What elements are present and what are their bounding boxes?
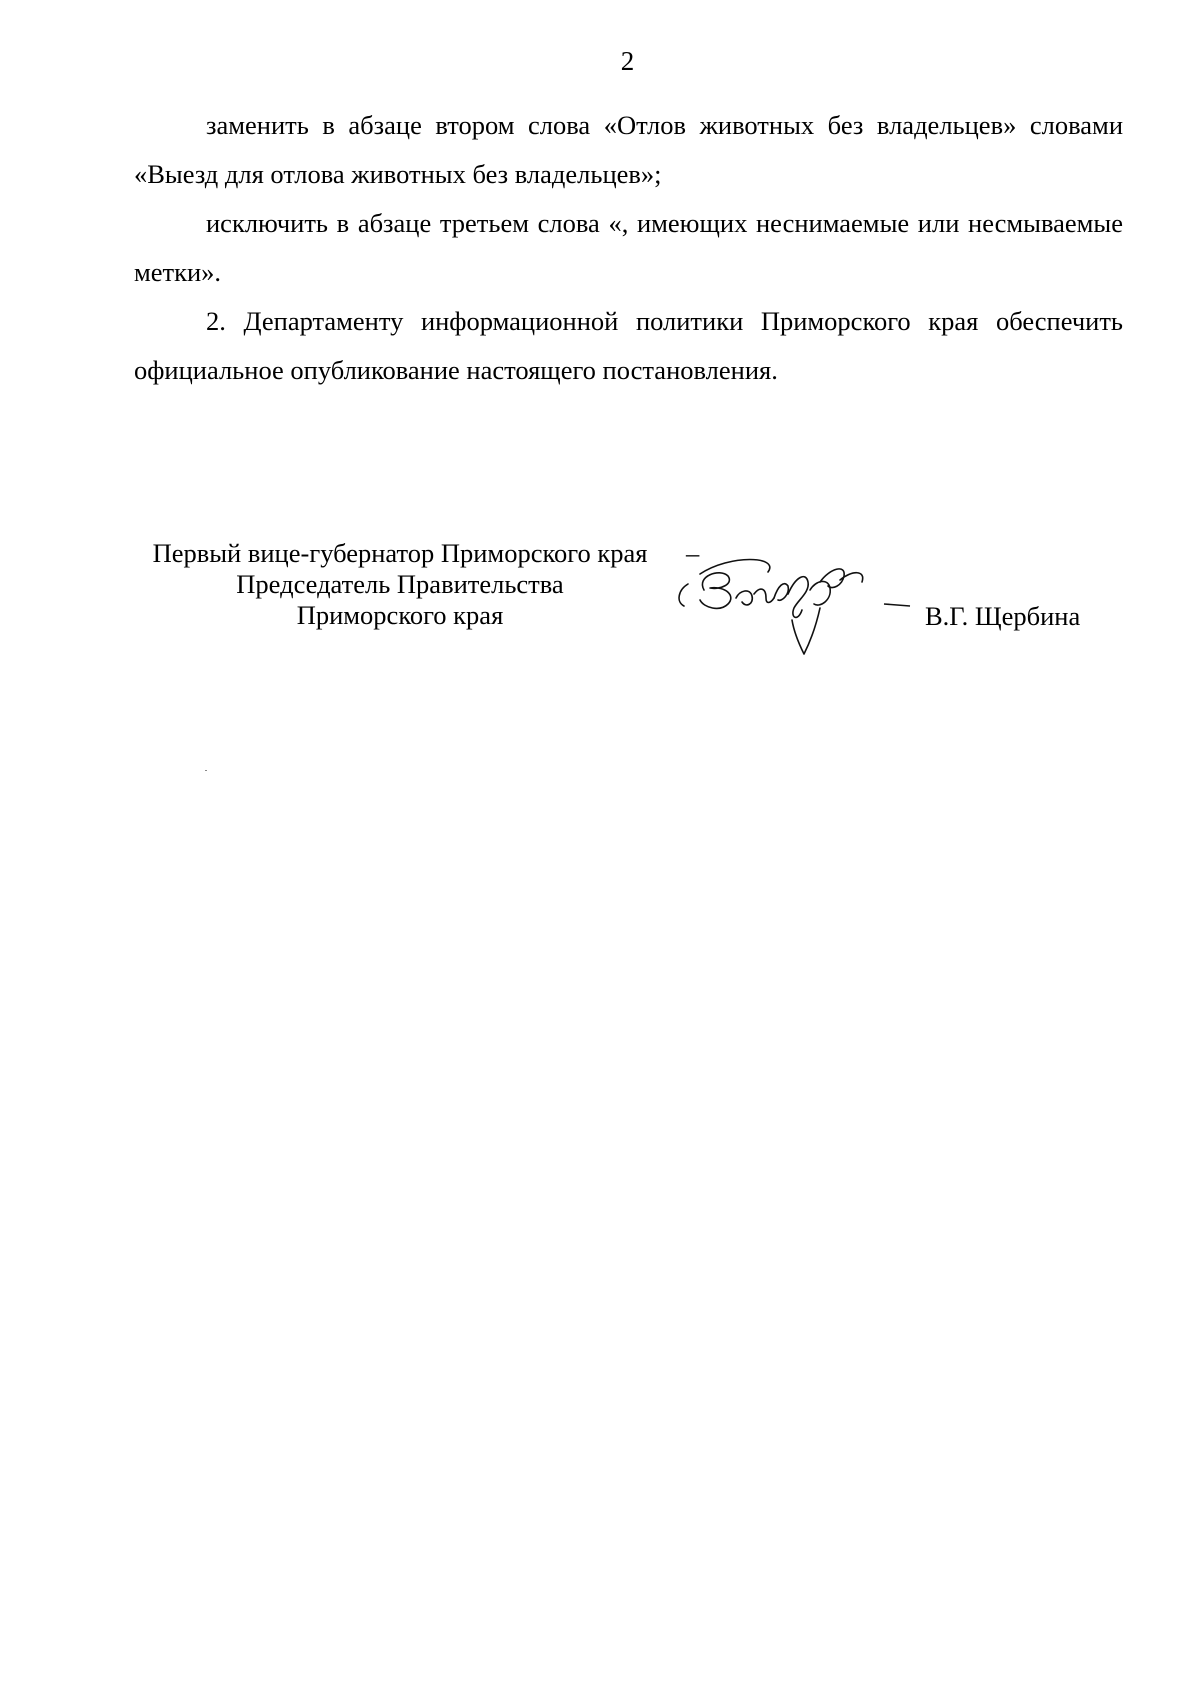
- paragraph-replace-words: заменить в абзаце втором слова «Отлов животных без владельцев» словами «Выезд для отлова животных без владельцев»;: [134, 110, 1123, 189]
- paragraph-publication-order: 2. Департаменту информационной политики Приморского края обеспечить официальное опубликование настоящего постановления.: [134, 306, 1123, 385]
- signature-block: [0, 538, 1200, 678]
- handwritten-signature: [670, 546, 930, 666]
- signatory-title-line: Первый вице-губернатор Приморского края: [152, 538, 648, 568]
- signatory-title: [120, 538, 680, 631]
- signatory-name: В.Г. Щербина: [925, 601, 1081, 631]
- document-body: [134, 101, 1123, 395]
- paragraph-exclude-words: исключить в абзаце третьем слова «, имеющих неснимаемые или несмываемые метки».: [134, 208, 1123, 287]
- page-number: 2: [620, 46, 635, 76]
- scan-artifact: [205, 770, 207, 771]
- signatory-title-line: Приморского края: [296, 600, 504, 630]
- title-dash: –: [686, 538, 700, 568]
- signatory-title-line: Председатель Правительства: [236, 569, 564, 599]
